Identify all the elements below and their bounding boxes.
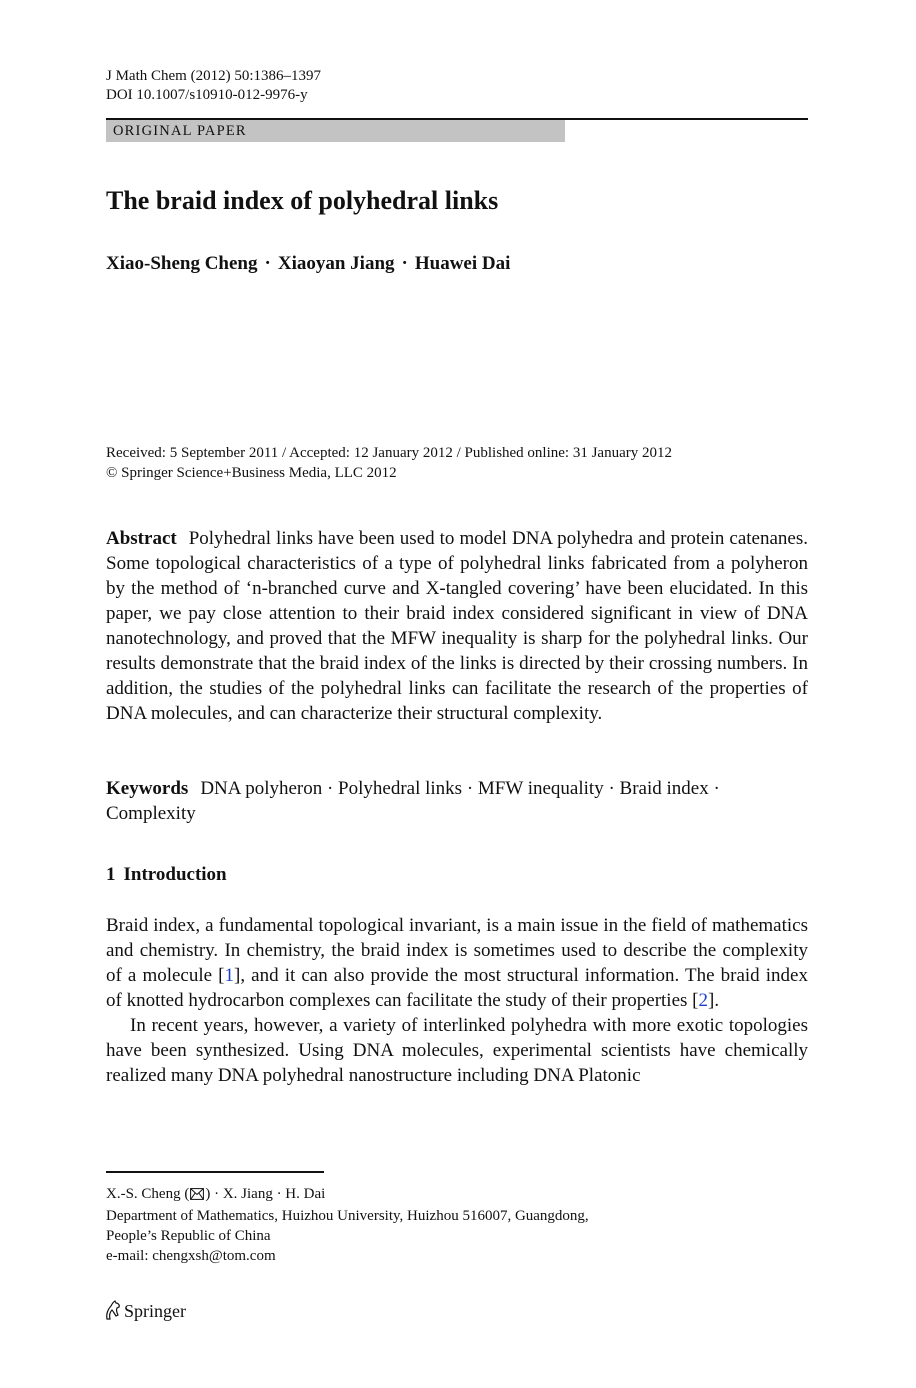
- intro-text: ], and it can also provide the most structural information. The braid index of knotted hydrocarbon complexes can facilitate the study of their properties [: [106, 965, 808, 1011]
- received-accepted-dates: Received: 5 September 2011 / Accepted: 12 January 2012 / Published online: 31 January 2012: [106, 445, 672, 461]
- intro-text: Braid index, a fundamental topological invariant, is a main issue in the field of mathematics and chemistry. In chemistry, the braid index is sometimes used to describe the complexity of a molecule [: [106, 915, 808, 986]
- springer-horse-icon: [104, 1300, 121, 1320]
- author-2: Xiaoyan Jiang: [277, 253, 395, 274]
- abstract: [106, 526, 808, 726]
- affiliation-line-1: Department of Mathematics, Huizhou University, Huizhou 516007, Guangdong,: [106, 1208, 589, 1224]
- footnote-authors: [106, 1184, 589, 1206]
- doi[interactable]: DOI 10.1007/s10910-012-9976-y: [106, 87, 308, 103]
- intro-text: ].: [708, 990, 720, 1011]
- author-3: Huawei Dai: [414, 253, 511, 274]
- keywords-text: DNA polyheron · Polyhedral links · MFW inequality · Braid index · Complexity: [106, 778, 720, 824]
- keywords-label: Keywords: [106, 778, 189, 799]
- publication-dates: [106, 443, 672, 483]
- copyright: © Springer Science+Business Media, LLC 2012: [106, 465, 397, 481]
- introduction-body: [106, 913, 808, 1088]
- envelope-icon: [190, 1186, 204, 1206]
- keywords: [106, 776, 808, 826]
- author-separator: ·: [401, 253, 408, 274]
- section-heading: [106, 864, 227, 886]
- section-number: 1: [106, 864, 116, 885]
- publisher-name: Springer: [124, 1301, 186, 1321]
- affiliation-line-2: People’s Republic of China: [106, 1228, 271, 1244]
- section-title: Introduction: [123, 864, 227, 885]
- intro-paragraph-2: In recent years, however, a variety of interlinked polyhedra with more exotic topologies have been synthesized. Using DNA molecules, experimental scientists have chemically realized many DNA polyhedral nanostructure including DNA Platonic: [106, 1015, 808, 1086]
- footnote-author-text: ) · X. Jiang · H. Dai: [205, 1186, 326, 1202]
- intro-paragraph-1: [106, 913, 808, 1013]
- journal-citation: J Math Chem (2012) 50:1386–1397: [106, 68, 321, 84]
- article-type-tag: ORIGINAL PAPER: [106, 120, 565, 142]
- citation-link[interactable]: 1: [224, 965, 234, 986]
- footnote-rule: [106, 1171, 324, 1173]
- author-separator: ·: [264, 253, 271, 274]
- abstract-label: Abstract: [106, 528, 177, 549]
- author-1: Xiao-Sheng Cheng: [106, 253, 258, 274]
- author-footnote: [106, 1184, 589, 1266]
- publisher-logo: [104, 1300, 186, 1322]
- citation-link[interactable]: 2: [698, 990, 708, 1011]
- journal-header: [106, 67, 321, 105]
- abstract-text: Polyhedral links have been used to model DNA polyhedra and protein catenanes. Some topological characteristics of a type of polyhedral links fabricated from a polyheron by the method of ‘n-branched curve and X-tangled covering’ have been elucidated. In this paper, we pay close attention to their braid index considered significant in view of DNA nanotechnology, and proved that the MFW inequality is sharp for the polyhedral links. Our results demonstrate that the braid index of the links is directed by their crossing numbers. In addition, the studies of the polyhedral links can facilitate the research of the properties of DNA molecules, and can characterize their structural complexity.: [106, 528, 808, 724]
- paper-title: The braid index of polyhedral links: [106, 186, 499, 215]
- footnote-author-text: X.-S. Cheng (: [106, 1186, 190, 1202]
- author-email[interactable]: e-mail: chengxsh@tom.com: [106, 1248, 276, 1264]
- author-list: [106, 253, 510, 275]
